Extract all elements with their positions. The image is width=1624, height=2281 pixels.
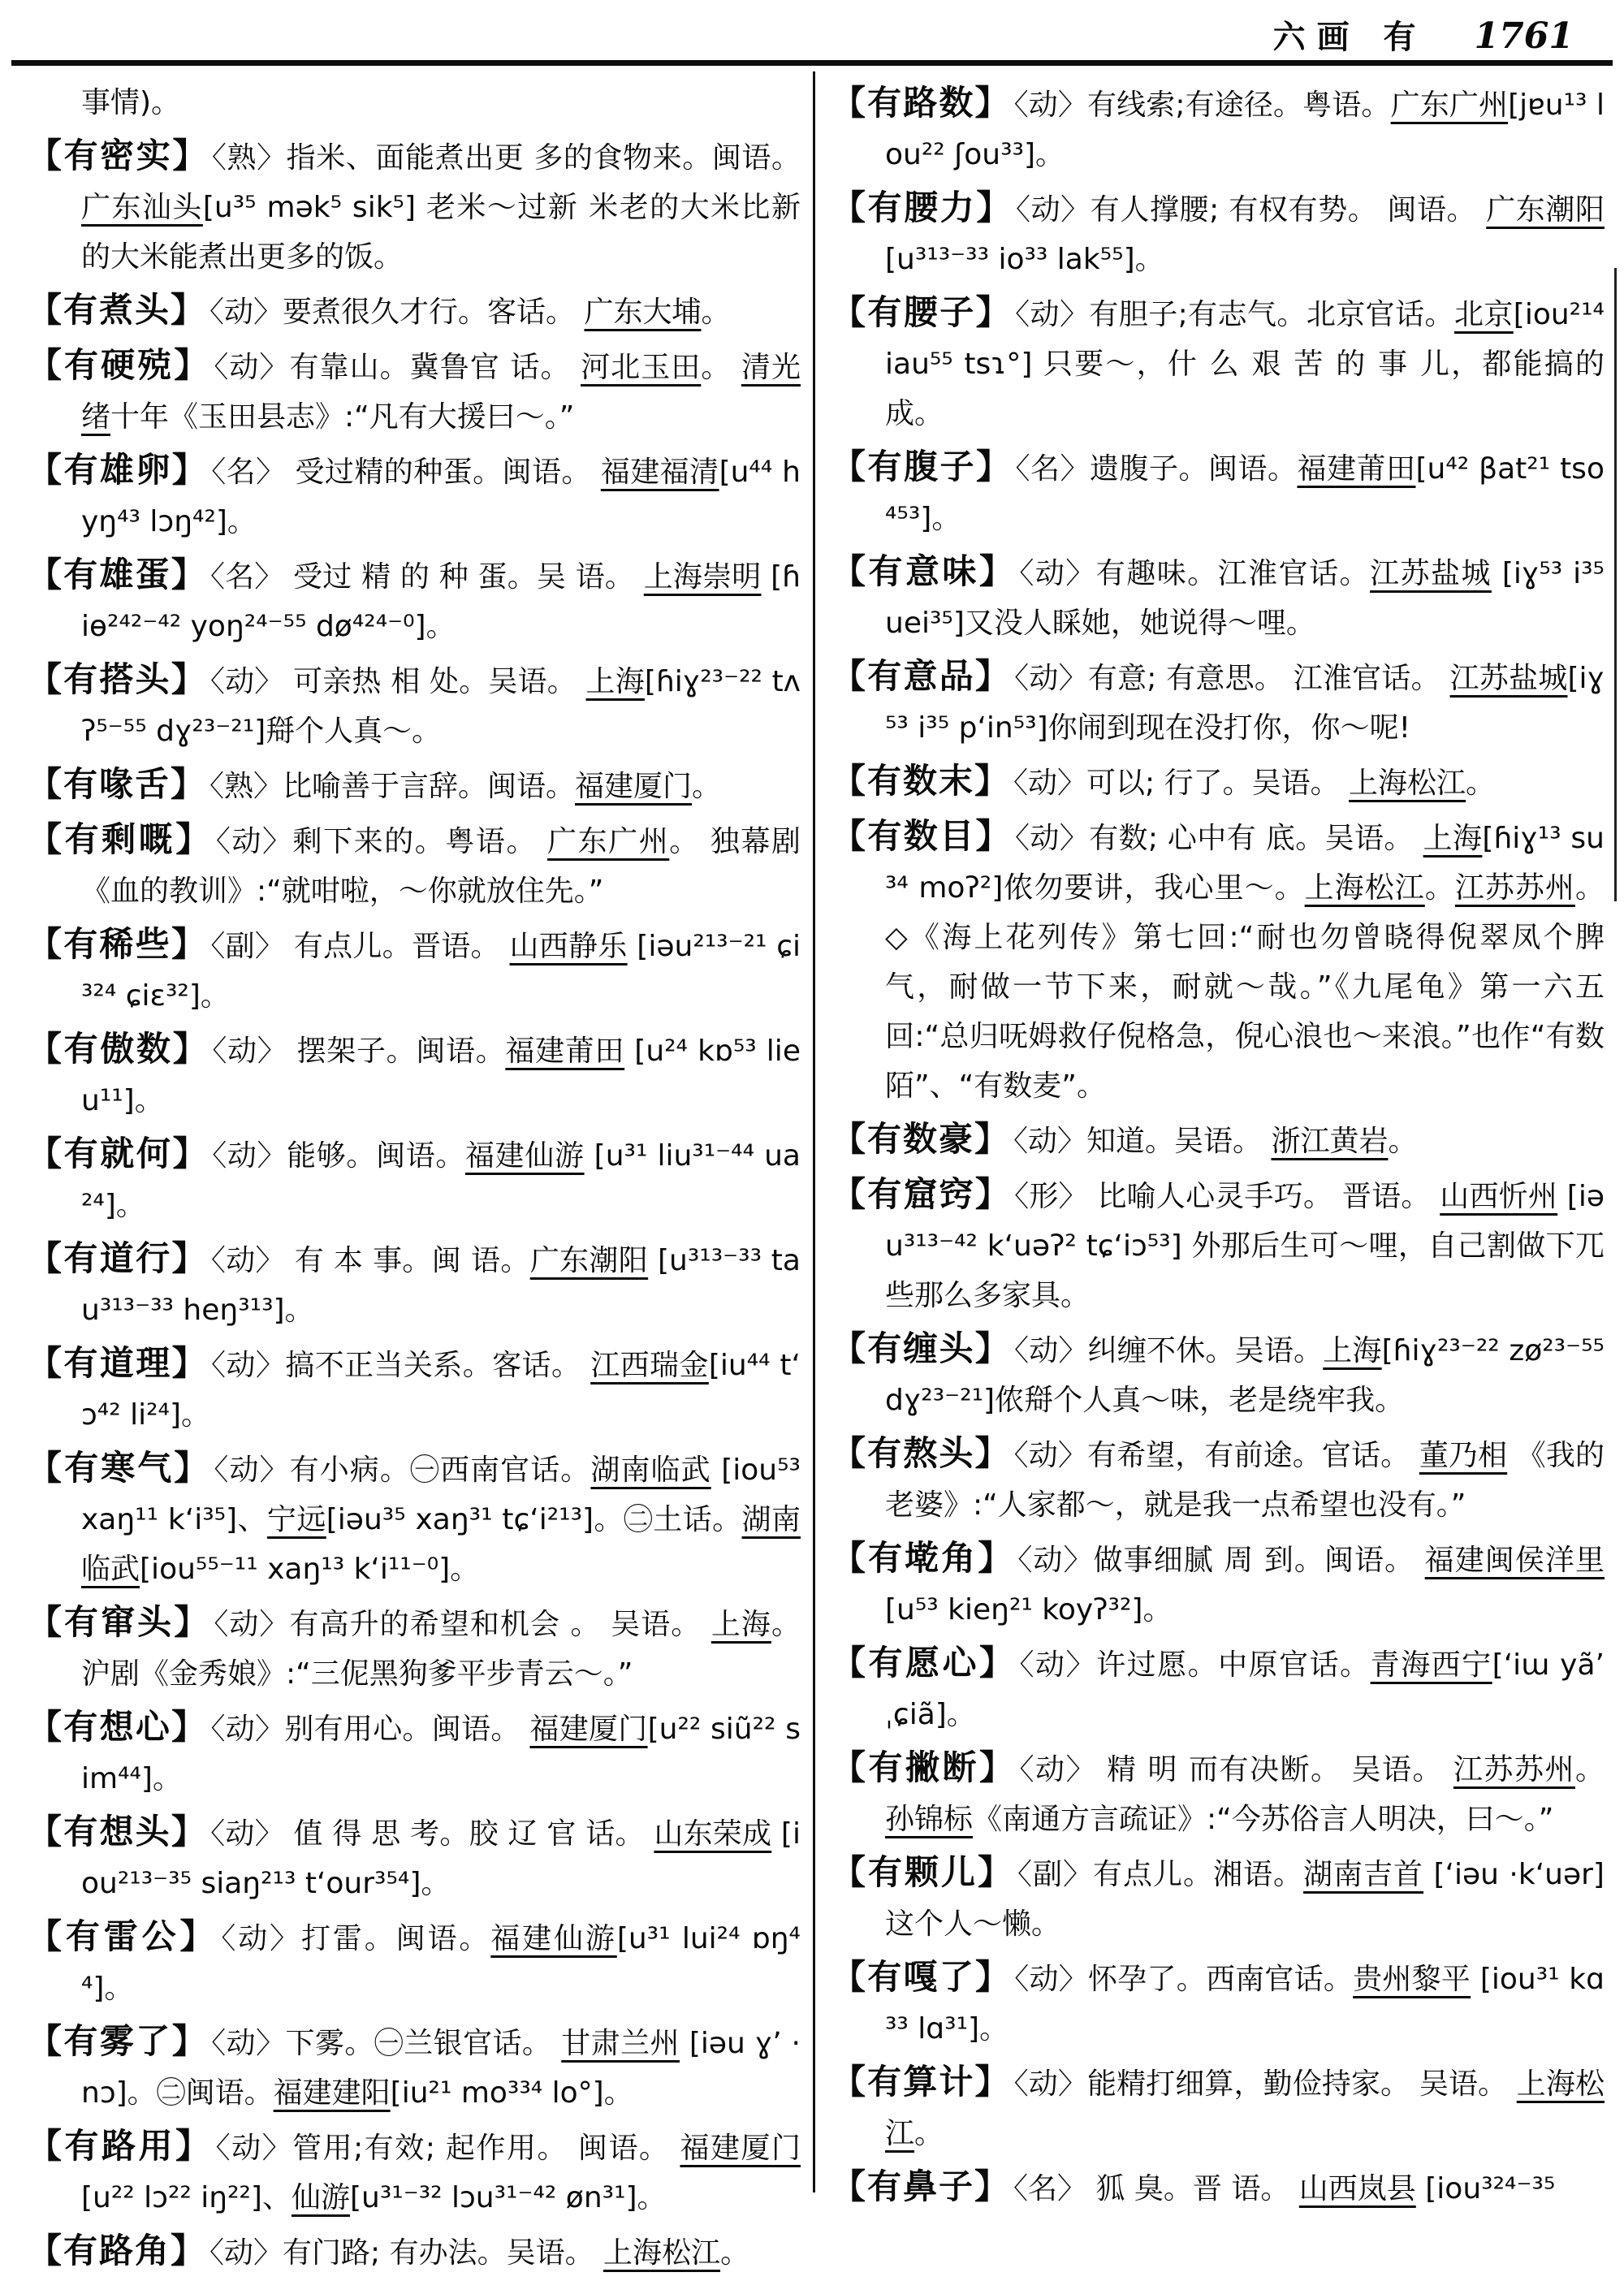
place-name: 福建福清 bbox=[600, 456, 719, 489]
entry-body bbox=[885, 822, 1605, 1103]
entry-headword: 【有想头】 bbox=[28, 1812, 208, 1851]
entry-headword: 【有路数】 bbox=[831, 83, 1011, 123]
place-name: 宁远 bbox=[266, 1503, 326, 1536]
body-text: [u⁴⁴ hyŋ⁴³ lɔŋ⁴²]。 bbox=[81, 456, 801, 538]
entry-headword: 【有意味】 bbox=[831, 551, 1017, 591]
body-text: 事情)。 bbox=[81, 86, 181, 119]
dictionary-entry bbox=[831, 78, 1605, 179]
dictionary-entry bbox=[28, 131, 801, 282]
place-name: 上海 bbox=[1323, 1334, 1382, 1367]
entry-headword: 【有鼻子】 bbox=[831, 2167, 1011, 2206]
body-text: 〈动〉 精 明 而有决断。 吴语。 bbox=[1019, 1753, 1453, 1786]
dictionary-entry bbox=[831, 2057, 1605, 2158]
dictionary-entry bbox=[831, 183, 1605, 284]
entry-headword: 【有煮头】 bbox=[28, 290, 207, 330]
place-name: 河北玉田 bbox=[581, 351, 702, 384]
place-name: 浙江黄岩 bbox=[1271, 1125, 1389, 1158]
place-name: 湖南吉首 bbox=[1303, 1858, 1424, 1891]
dictionary-entry bbox=[831, 1428, 1605, 1530]
entry-headword: 【有墘角】 bbox=[831, 1538, 1015, 1578]
entry-headword: 【有腹子】 bbox=[831, 447, 1013, 486]
dictionary-entry bbox=[28, 285, 801, 337]
body-text: 〈动〉有人撑腰; 有权有势。 闽语。 bbox=[1015, 193, 1487, 227]
body-text: 〈动〉能够。闽语。 bbox=[212, 1139, 465, 1173]
entry-body bbox=[209, 2236, 749, 2270]
place-name: 清光绪 bbox=[81, 351, 801, 434]
body-text: [jɐu¹³ lou²² ʃou³³]。 bbox=[885, 89, 1605, 171]
place-name: 上海 bbox=[710, 1608, 771, 1641]
dictionary-entry bbox=[831, 1847, 1605, 1949]
place-name: 江西瑞金 bbox=[590, 1349, 709, 1382]
entry-headword: 【有寒气】 bbox=[28, 1448, 211, 1488]
dictionary-entry bbox=[28, 814, 801, 916]
place-name: 广东大埔 bbox=[584, 296, 702, 329]
body-text: 。 bbox=[1574, 1753, 1605, 1786]
place-name: 福建厦门 bbox=[575, 770, 693, 803]
body-text: 〈动〉有靠山。冀鲁官 话。 bbox=[214, 351, 581, 384]
body-text: [ɦiɣ¹³ su³⁴ moʔ²]侬勿要讲，我心里～。 bbox=[885, 822, 1605, 905]
entry-headword: 【有想心】 bbox=[28, 1707, 208, 1747]
place-name: 山西静乐 bbox=[509, 930, 628, 963]
body-text: 〈动〉有门路; 有办法。吴语。 bbox=[209, 2236, 604, 2270]
body-text: 。沪剧《金秀娘》:“三伲黑狗爹平步青云～。” bbox=[81, 1608, 801, 1691]
dictionary-entry bbox=[831, 1638, 1605, 1739]
dictionary-entry bbox=[28, 1702, 801, 1804]
place-name: 福建厦门 bbox=[529, 1713, 648, 1746]
body-text: [u²² siũ²² sim⁴⁴]。 bbox=[81, 1713, 801, 1795]
body-text: [iou²¹³⁻³⁵ siaŋ²¹³ tʻour³⁵⁴]。 bbox=[81, 1817, 801, 1900]
entry-body bbox=[209, 770, 721, 803]
body-text: 〈动〉有趣味。江淮官话。 bbox=[1019, 557, 1371, 590]
dictionary-entry bbox=[831, 756, 1605, 808]
entry-body bbox=[1013, 1125, 1417, 1158]
body-text: 〈动〉 有 本 事。闽 语。 bbox=[210, 1244, 530, 1277]
body-text: [ɦiɵ²⁴²⁻⁴² yoŋ²⁴⁻⁵⁵ dø⁴²⁴⁻⁰]。 bbox=[81, 560, 801, 643]
entry-headword: 【有路用】 bbox=[28, 2126, 213, 2166]
dictionary-entry bbox=[831, 651, 1605, 753]
place-name: 福建莆田 bbox=[505, 1035, 625, 1068]
body-text: 〈动〉有小病。㊀西南官话。 bbox=[214, 1454, 591, 1487]
entry-headword: 【有意品】 bbox=[831, 656, 1012, 696]
dictionary-entry bbox=[28, 2226, 801, 2278]
place-name: 湖南临武 bbox=[81, 1503, 801, 1586]
entry-headword: 【有腰子】 bbox=[831, 292, 1013, 332]
place-name: 广东广州 bbox=[1390, 89, 1509, 122]
body-text: 〈动〉要煮很久才行。客话。 bbox=[209, 296, 585, 329]
place-name: 江苏苏州 bbox=[1454, 871, 1575, 905]
body-text: 〈熟〉比喻善于言辞。闽语。 bbox=[209, 770, 576, 803]
dictionary-entry bbox=[28, 1443, 801, 1594]
dictionary-entry bbox=[28, 2121, 801, 2223]
dictionary-entry bbox=[28, 759, 801, 811]
section-label: 六画 有 bbox=[1272, 19, 1427, 56]
place-name: 福建莆田 bbox=[1297, 452, 1416, 486]
dictionary-entry bbox=[28, 78, 801, 127]
body-text: [u³¹⁻³² lɔu³¹⁻⁴² øn³¹]。 bbox=[350, 2181, 667, 2214]
dictionary-entry bbox=[28, 919, 801, 1021]
body-text: 〈副〉 有点儿。晋语。 bbox=[210, 930, 510, 963]
place-name: 福建闽侯洋里 bbox=[1424, 1544, 1605, 1577]
entry-headword: 【有密实】 bbox=[28, 136, 209, 175]
body-text: 《我的老婆》:“人家都～，就是我一点希望也没有。” bbox=[885, 1439, 1605, 1522]
body-text: 〈动〉有高升的希望和机会 。 吴语。 bbox=[214, 1608, 711, 1641]
entry-headword: 【有傲数】 bbox=[28, 1029, 209, 1069]
body-text: 。 bbox=[1424, 871, 1455, 905]
body-text: 〈动〉能精打细算，勤俭持家。 吴语。 bbox=[1013, 2067, 1517, 2101]
page-edge-line bbox=[1614, 268, 1617, 901]
dictionary-entry bbox=[28, 1024, 801, 1125]
body-text: 。 bbox=[720, 2236, 750, 2270]
body-text: [ʻiɯ yã’ ˌɕiã]。 bbox=[885, 1648, 1605, 1731]
place-name: 广东潮阳 bbox=[529, 1244, 649, 1277]
entry-headword: 【有雄卵】 bbox=[28, 450, 209, 490]
dictionary-entry bbox=[28, 654, 801, 756]
body-text: [iou⁵³ xaŋ¹¹ kʻi³⁵]、 bbox=[81, 1454, 801, 1536]
place-name: 董乃相 bbox=[1419, 1439, 1508, 1472]
right-column bbox=[831, 78, 1605, 2217]
dictionary-entry bbox=[831, 2162, 1605, 2214]
dictionary-entry bbox=[831, 1324, 1605, 1425]
body-text: 〈动〉 可亲热 相 处。吴语。 bbox=[209, 665, 586, 698]
body-text: 〈名〉 狐 臭。晋 语。 bbox=[1013, 2172, 1299, 2205]
body-text: 。 bbox=[1466, 767, 1496, 800]
entry-headword: 【有数豪】 bbox=[831, 1119, 1011, 1159]
entry-body bbox=[1013, 767, 1495, 800]
entry-headword: 【有窜头】 bbox=[28, 1602, 211, 1642]
header-rule bbox=[11, 60, 1613, 66]
body-text: 。◇《海上花列传》第七回:“耐也勿曾晓得倪翠凤个脾气，耐做一节下来，耐就～哉。”《九尾龟》第一六五回:“总归呒姆救仔倪格急，倪心浪也～来浪。”也作“有数陌”、“有数麦”。 bbox=[885, 871, 1605, 1103]
body-text: 。 bbox=[701, 296, 731, 329]
entry-headword: 【有窟窍】 bbox=[831, 1174, 1012, 1214]
left-column bbox=[28, 78, 801, 2281]
body-text: 〈动〉纠缠不休。吴语。 bbox=[1014, 1334, 1324, 1367]
body-text: 〈动〉可以; 行了。吴语。 bbox=[1013, 767, 1350, 800]
dictionary-entry bbox=[28, 1338, 801, 1440]
body-text: [iɣ⁵³ i³⁵ pʻin⁵³]你闹到现在没打你，你～呢! bbox=[885, 662, 1605, 745]
entry-headword: 【有愿心】 bbox=[831, 1643, 1017, 1683]
dictionary-entry bbox=[28, 445, 801, 546]
entry-headword: 【有嘎了】 bbox=[831, 1957, 1012, 1997]
body-text: 。 bbox=[692, 770, 722, 803]
entry-headword: 【有缠头】 bbox=[831, 1328, 1012, 1368]
place-name: 江苏盐城 bbox=[1370, 557, 1492, 590]
dictionary-entry bbox=[831, 1952, 1605, 2054]
entry-headword: 【有路角】 bbox=[28, 2231, 207, 2270]
body-text: [u²⁴ kɒ⁵³ lieu¹¹]。 bbox=[81, 1035, 801, 1117]
body-text: 〈动〉有数; 心中有 底。吴语。 bbox=[1014, 822, 1423, 855]
body-text: 〈动〉搞不正当关系。客话。 bbox=[211, 1349, 591, 1382]
dictionary-entry bbox=[831, 1169, 1605, 1320]
entry-headword: 【有雷公】 bbox=[28, 1916, 218, 1956]
body-text: 〈动〉有线索;有途径。粤语。 bbox=[1013, 89, 1391, 122]
body-text: [iu²¹ mo³³⁴ lo°]。 bbox=[390, 2076, 633, 2110]
place-name: 山西岚县 bbox=[1298, 2172, 1416, 2205]
body-text: 〈动〉许过愿。中原官话。 bbox=[1019, 1648, 1371, 1682]
body-text: [iəu²¹³⁻²¹ ɕi³²⁴ ɕiɛ³²]。 bbox=[81, 930, 801, 1013]
entry-headword: 【有数目】 bbox=[831, 816, 1012, 856]
body-text: 〈动〉做事细腻 周 到。闽语。 bbox=[1017, 1544, 1425, 1577]
dictionary-entry bbox=[831, 1114, 1605, 1166]
entry-headword: 【有颗儿】 bbox=[831, 1852, 1015, 1892]
entry-headword: 【有算计】 bbox=[831, 2062, 1011, 2102]
body-text: 〈形〉 比喻人心灵手巧。 晋语。 bbox=[1014, 1180, 1440, 1213]
dictionary-entry bbox=[28, 340, 801, 442]
place-name: 福建厦门 bbox=[680, 2132, 801, 2165]
body-text: 〈动〉有意; 有意思。 江淮官话。 bbox=[1014, 662, 1450, 695]
entry-headword: 【有剩嘅】 bbox=[28, 819, 213, 859]
dictionary-entry bbox=[831, 287, 1605, 438]
body-text: 〈动〉管用;有效; 起作用。 闽语。 bbox=[215, 2132, 680, 2165]
place-name: 广东潮阳 bbox=[1486, 193, 1605, 227]
body-text: 〈动〉知道。吴语。 bbox=[1013, 1125, 1272, 1158]
body-text: 〈熟〉指米、面能煮出更 多的食物来。闽语。 bbox=[211, 141, 801, 175]
entry-headword: 【有喙舌】 bbox=[28, 764, 207, 804]
body-text: [iou³¹ kɑ³³ lɑ³¹]。 bbox=[885, 1963, 1605, 2046]
body-text: 。 bbox=[914, 2117, 944, 2150]
entry-headword: 【有腰力】 bbox=[831, 188, 1013, 227]
body-text: [u³¹ liu³¹⁻⁴⁴ ua²⁴]。 bbox=[81, 1139, 801, 1222]
dictionary-entry bbox=[28, 1129, 801, 1230]
place-name: 孙锦标 bbox=[885, 1803, 974, 1836]
place-name: 青海西宁 bbox=[1370, 1648, 1492, 1682]
place-name: 上海崇明 bbox=[643, 560, 762, 594]
dictionary-entry bbox=[831, 546, 1605, 648]
entry-headword: 【有搭头】 bbox=[28, 659, 207, 699]
body-text: 〈名〉 受过 精 的 种 蛋。吴 语。 bbox=[209, 560, 644, 594]
dictionary-entry bbox=[831, 1743, 1605, 1844]
body-text: [iu⁴⁴ tʻɔ⁴² li²⁴]。 bbox=[81, 1349, 801, 1432]
entry-headword: 【有数末】 bbox=[831, 761, 1011, 801]
place-name: 湖南临武 bbox=[590, 1454, 711, 1487]
dictionary-entry bbox=[831, 442, 1605, 543]
place-name: 贵州黎平 bbox=[1353, 1963, 1471, 1996]
body-text: 〈动〉打雷。闽语。 bbox=[221, 1922, 491, 1955]
dictionary-entry bbox=[28, 550, 801, 651]
place-name: 江苏苏州 bbox=[1453, 1753, 1575, 1786]
place-name: 上海松江 bbox=[1304, 871, 1425, 905]
entry-body bbox=[209, 296, 730, 329]
dictionary-entry bbox=[28, 1233, 801, 1335]
body-text: [u³¹³⁻³³ tau³¹³⁻³³ heŋ³¹³]。 bbox=[81, 1244, 801, 1327]
body-text: [iəu³¹³⁻⁴² kʻuəʔ² tɕʻiɔ⁵³] 外那后生可～哩，自己割做下兀些那么多家具。 bbox=[885, 1180, 1605, 1312]
body-text: [iou³²⁴⁻³⁵ bbox=[1415, 2172, 1556, 2205]
body-text: [iou²¹⁴ iau⁵⁵ tsɿ°] 只要～，什 么 艰 苦 的 事 儿，都能搞的成。 bbox=[885, 298, 1605, 430]
body-text: [ɦiɣ²³⁻²² zø²³⁻⁵⁵ dɣ²³⁻²¹]侬搿个人真～味，老是绕牢我。 bbox=[885, 1334, 1605, 1417]
body-text: 〈动〉剩下来的。粤语。 bbox=[215, 825, 548, 858]
body-text: 〈动〉有胆子;有志气。北京官话。 bbox=[1015, 298, 1454, 331]
body-text: 〈动〉 值 得 思 考。胶 辽 官 话。 bbox=[210, 1817, 654, 1851]
body-text: 〈名〉 受过精的种蛋。闽语。 bbox=[211, 456, 601, 489]
entry-headword: 【有稀些】 bbox=[28, 924, 208, 964]
page-header bbox=[1273, 11, 1574, 58]
body-text: [ɦiɣ²³⁻²² tʌʔ⁵⁻⁵⁵ dɣ²³⁻²¹]搿个人真～。 bbox=[81, 665, 801, 748]
body-text: [iou⁵⁵⁻¹¹ xaŋ¹³ kʻi¹¹⁻⁰]。 bbox=[140, 1553, 480, 1586]
body-text: [iəu³⁵ xaŋ³¹ tɕʻi²¹³]。㊁土话。 bbox=[326, 1503, 742, 1536]
body-text: 。 独幕剧《血的教训》:“就咁啦，～你就放住先。” bbox=[81, 825, 801, 908]
body-text: 〈动〉别有用心。闽语。 bbox=[210, 1713, 530, 1746]
place-name: 福建建阳 bbox=[273, 2076, 391, 2110]
entry-headword: 【有熬头】 bbox=[831, 1433, 1011, 1473]
body-text: 十年《玉田县志》:“凡有大援曰～。” bbox=[110, 400, 575, 434]
body-text: 。 bbox=[1388, 1125, 1418, 1158]
place-name: 甘肃兰州 bbox=[561, 2027, 680, 2060]
body-text: [u²² lɔ²² iŋ²²]、 bbox=[81, 2181, 292, 2214]
page-number: 1761 bbox=[1474, 15, 1574, 57]
body-text: 〈副〉有点儿。湘语。 bbox=[1017, 1858, 1304, 1891]
entry-body bbox=[81, 86, 180, 119]
body-text: 〈动〉下雾。㊀兰银官话。 bbox=[211, 2027, 562, 2060]
entry-headword: 【有道理】 bbox=[28, 1343, 209, 1383]
place-name: 山东荣成 bbox=[654, 1817, 772, 1851]
dictionary-entry bbox=[28, 1912, 801, 2013]
dictionary-entry bbox=[831, 1533, 1605, 1635]
dictionary-entry bbox=[28, 2016, 801, 2118]
body-text: [u⁴² βat²¹ tso⁴⁵³]。 bbox=[885, 452, 1605, 535]
entry-headword: 【有雄蛋】 bbox=[28, 555, 207, 594]
dictionary-entry bbox=[28, 1807, 801, 1908]
entry-headword: 【有就何】 bbox=[28, 1134, 209, 1173]
body-text: [iɣ⁵³ i³⁵ uei³⁵]又没人睬她，她说得～哩。 bbox=[885, 557, 1605, 640]
entry-headword: 【有硬殑】 bbox=[28, 345, 211, 385]
place-name: 上海 bbox=[1423, 822, 1483, 855]
place-name: 福建仙游 bbox=[465, 1139, 585, 1173]
place-name: 上海松江 bbox=[1349, 767, 1466, 800]
place-name: 山西忻州 bbox=[1440, 1180, 1558, 1213]
entry-body bbox=[1013, 2172, 1555, 2205]
body-text: 。 bbox=[701, 351, 741, 384]
body-text: 〈动〉 摆架子。闽语。 bbox=[212, 1035, 506, 1068]
place-name: 广东广州 bbox=[547, 825, 670, 858]
place-name: 上海松江 bbox=[885, 2067, 1605, 2150]
body-text: 〈名〉遗腹子。闽语。 bbox=[1015, 452, 1298, 486]
place-name: 广东汕头 bbox=[81, 191, 203, 224]
body-text: [iəu ɣ’ ·nɔ]。㊁闽语。 bbox=[81, 2027, 801, 2110]
column-divider bbox=[813, 71, 815, 2192]
place-name: 上海松江 bbox=[603, 2236, 721, 2270]
place-name: 江苏盐城 bbox=[1449, 662, 1568, 695]
place-name: 北京 bbox=[1453, 298, 1514, 331]
dictionary-entry bbox=[28, 1597, 801, 1699]
body-text: [u⁵³ kieŋ²¹ koyʔ³²]。 bbox=[885, 1593, 1173, 1627]
body-text: [u³¹³⁻³³ io³³ lak⁵⁵]。 bbox=[885, 243, 1164, 276]
body-text: 〈动〉有希望，有前途。官话。 bbox=[1013, 1439, 1419, 1472]
body-text: 〈动〉怀孕了。西南官话。 bbox=[1014, 1963, 1354, 1996]
entry-headword: 【有撇断】 bbox=[831, 1747, 1017, 1787]
body-text: 《南通方言疏证》:“今苏俗言人明决，曰～。” bbox=[973, 1803, 1554, 1836]
entry-headword: 【有道行】 bbox=[28, 1238, 208, 1278]
body-text: [u³¹ lui²⁴ ɒŋ⁴⁴]。 bbox=[81, 1922, 801, 2005]
place-name: 上海 bbox=[585, 665, 645, 698]
place-name: 仙游 bbox=[291, 2181, 350, 2214]
place-name: 福建仙游 bbox=[490, 1922, 617, 1955]
body-text: [u³⁵ mək⁵ sik⁵] 老米～过新 米老的大米比新的大米能煮出更多的饭。 bbox=[81, 191, 801, 274]
dictionary-entry bbox=[831, 811, 1605, 1111]
entry-headword: 【有雾了】 bbox=[28, 2021, 209, 2061]
body-text: [ʻiəu ·kʻuər] 这个人～懒。 bbox=[885, 1858, 1605, 1941]
